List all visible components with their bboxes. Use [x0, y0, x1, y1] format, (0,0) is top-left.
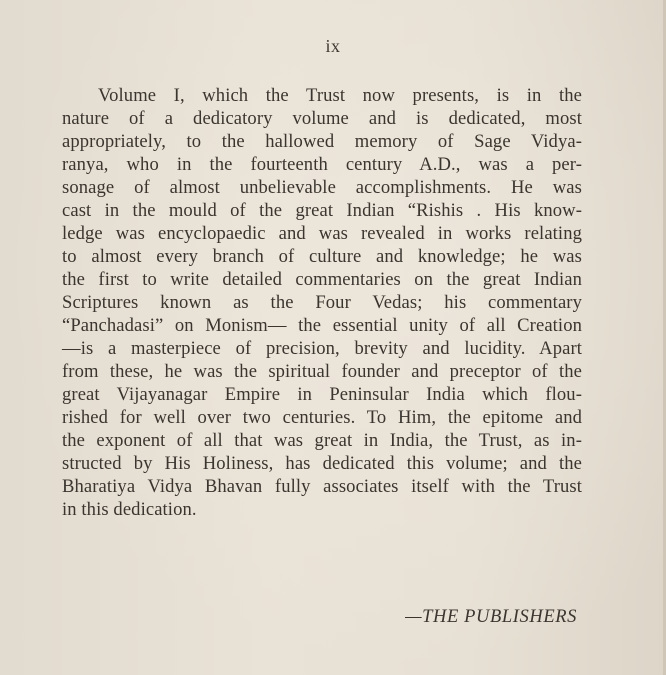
publishers-signature: —THE PUBLISHERS [405, 607, 577, 627]
paragraph-line: Scriptures known as the Four Vedas; his commentary [62, 292, 582, 313]
paragraph-line: nature of a dedicatory volume and is dedicated, most [62, 108, 582, 129]
paragraph-line: in this dedication. [62, 499, 197, 520]
page-number: ix [325, 36, 341, 56]
paragraph-line: the first to write detailed commentaries on the great Indian [62, 269, 582, 290]
paragraph-line: cast in the mould of the great Indian “Rishis . His know- [62, 200, 582, 221]
paragraph-line: to almost every branch of culture and knowledge; he was [62, 246, 582, 267]
paragraph-line: Volume I, which the Trust now presents, is in the [98, 85, 582, 106]
paragraph-line: ledge was encyclopaedic and was revealed in works relating [62, 223, 582, 244]
dedication-paragraph [62, 84, 582, 521]
paragraph-line: from these, he was the spiritual founder and preceptor of the [62, 361, 582, 382]
paragraph-line: ranya, who in the fourteenth century A.D., was a per- [62, 154, 582, 175]
paragraph-line: sonage of almost unbelievable accomplishments. He was [62, 177, 582, 198]
paragraph-line: “Panchadasi” on Monism— the essential unity of all Creation [62, 315, 582, 336]
paragraph-line: structed by His Holiness, has dedicated this volume; and the [62, 453, 582, 474]
paragraph-line: great Vijayanagar Empire in Peninsular India which flou- [62, 384, 582, 405]
paragraph-line: —is a masterpiece of precision, brevity and lucidity. Apart [62, 338, 582, 359]
paragraph-line: the exponent of all that was great in India, the Trust, as in- [62, 430, 582, 451]
paragraph-line: appropriately, to the hallowed memory of Sage Vidya- [62, 131, 582, 152]
paragraph-line: Bharatiya Vidya Bhavan fully associates itself with the Trust [62, 476, 582, 497]
paragraph-line: rished for well over two centuries. To Him, the epitome and [62, 407, 582, 428]
